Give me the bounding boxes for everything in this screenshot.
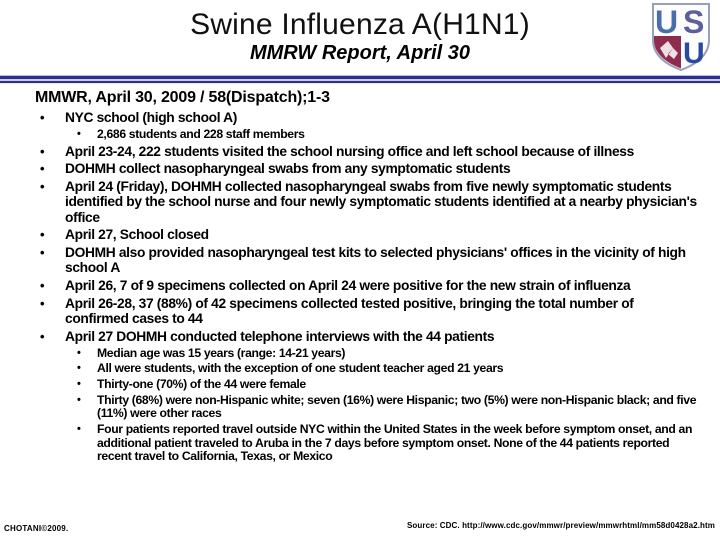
shield-icon <box>650 2 712 72</box>
slide-header <box>0 8 720 64</box>
bullet-item <box>35 423 698 463</box>
bullet-item <box>35 128 698 141</box>
bullet-marker: • <box>40 278 45 294</box>
logo-letter-u1: U <box>655 4 679 40</box>
bullet-text: DOHMH collect nasopharyngeal swabs from any symptomatic students <box>65 161 511 177</box>
header-divider-rule <box>0 75 720 84</box>
bullet-marker: • <box>77 362 81 375</box>
bullet-item <box>35 296 698 326</box>
bullet-marker: • <box>40 110 45 125</box>
bullet-item <box>35 179 698 225</box>
bullet-marker: • <box>40 161 45 177</box>
bullet-text: Median age was 15 years (range: 14-21 years) <box>97 345 346 360</box>
bullet-text: NYC school (high school A) <box>65 110 238 125</box>
slide-subtitle: MMRW Report, April 30 <box>249 42 470 64</box>
bullet-marker: • <box>40 245 45 261</box>
bullet-text: April 26-28, 37 (88%) of 42 specimens collected tested positive, bringing the total number of confirmed cases to 44 <box>65 295 634 327</box>
logo-letter-u2: U <box>683 37 705 70</box>
bullet-marker: • <box>77 346 81 359</box>
bullet-text: April 27 DOHMH conducted telephone interviews with the 44 patients <box>65 328 495 344</box>
source-footer: Source: CDC. http://www.cdc.gov/mmwr/preview/mmwrhtml/mm58d0428a2.htm <box>406 521 715 530</box>
bullet-item <box>35 110 698 125</box>
bullet-item <box>35 278 698 293</box>
bullet-text: All were students, with the exception of one student teacher aged 21 years <box>97 361 504 376</box>
bullet-list <box>35 110 698 463</box>
bullet-marker: • <box>40 143 45 159</box>
body-heading: MMWR, April 30, 2009 / 58(Dispatch);1-3 <box>35 89 330 106</box>
slide-body <box>35 89 698 463</box>
bullet-marker: • <box>77 378 81 391</box>
bullet-marker: • <box>77 423 81 436</box>
bullet-marker: • <box>40 295 45 311</box>
bullet-item <box>35 362 698 375</box>
bullet-marker: • <box>77 127 81 140</box>
bullet-item <box>35 347 698 360</box>
bullet-marker: • <box>77 393 81 406</box>
bullet-text: Thirty (68%) were non-Hispanic white; seven (16%) were Hispanic; two (5%) were non-Hispanic black; and five (11%) were other races <box>97 392 697 421</box>
bullet-item <box>35 227 698 242</box>
bullet-item <box>35 394 698 421</box>
usu-crest-logo <box>650 2 712 72</box>
bullet-text: Four patients reported travel outside NYC within the United States in the week before symptom onset, and an additional patient traveled to Aruba in the 7 days before symptom onset. None of the 44 patients reported recent travel to California, Texas, or Mexico <box>97 422 693 463</box>
slide-title: Swine Influenza A(H1N1) <box>190 8 530 41</box>
bullet-text: April 26, 7 of 9 specimens collected on April 24 were positive for the new strain of influenza <box>65 278 631 294</box>
bullet-text: DOHMH also provided nasopharyngeal test kits to selected physicians' offices in the vicinity of high school A <box>65 245 686 276</box>
bullet-item <box>35 329 698 344</box>
bullet-text: April 27, School closed <box>65 227 209 243</box>
bullet-item <box>35 378 698 391</box>
bullet-marker: • <box>40 179 45 195</box>
bullet-text: April 24 (Friday), DOHMH collected nasopharyngeal swabs from five newly symptomatic students identified by the school nurse and four newly symptomatic students identified at a nearby physician's office <box>65 179 697 225</box>
bullet-item <box>35 144 698 159</box>
logo-letter-s: S <box>683 4 705 40</box>
bullet-text: April 23-24, 222 students visited the school nursing office and left school because of illness <box>65 143 634 159</box>
bullet-marker: • <box>40 227 45 243</box>
copyright-footer: CHOTANI©2009. <box>4 524 69 533</box>
bullet-item <box>35 245 698 275</box>
bullet-text: 2,686 students and 228 staff members <box>97 126 305 141</box>
bullet-marker: • <box>40 328 45 344</box>
bullet-item <box>35 161 698 176</box>
bullet-text: Thirty-one (70%) of the 44 were female <box>97 377 306 392</box>
